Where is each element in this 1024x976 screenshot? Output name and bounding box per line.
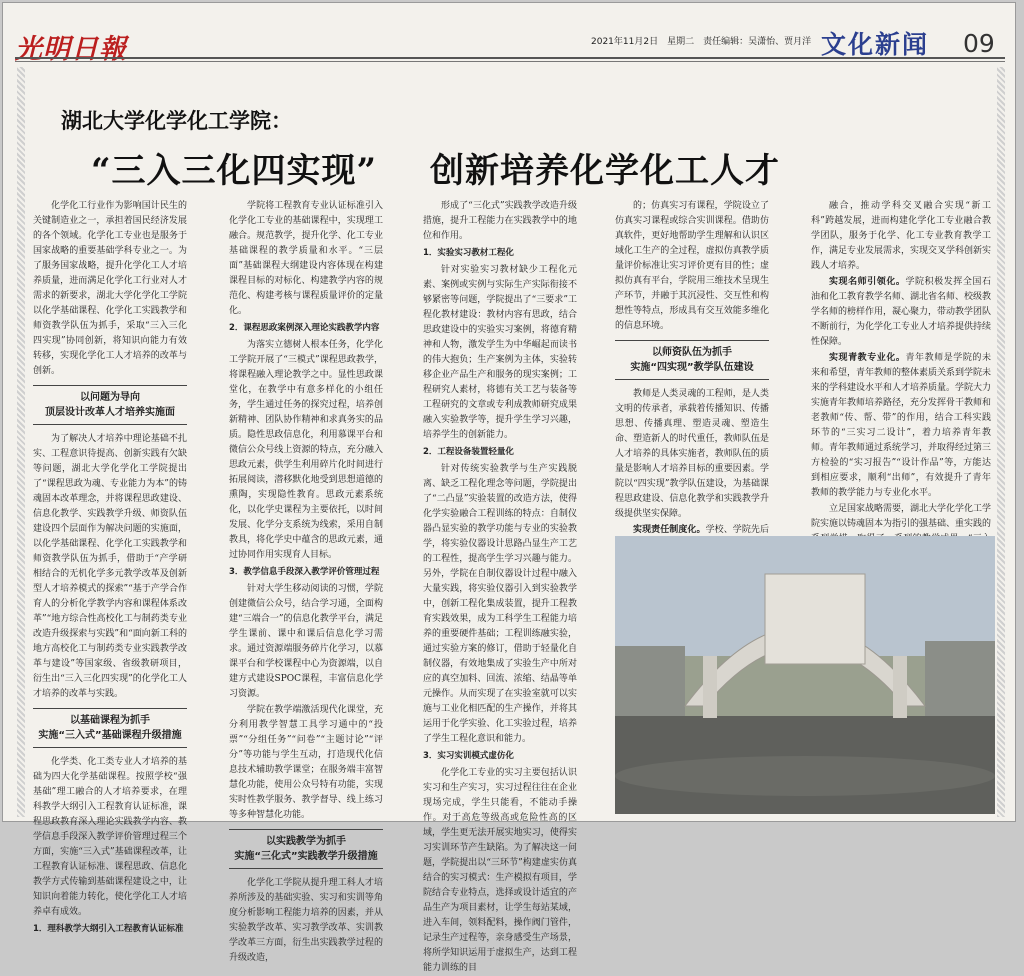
header-rule-thin xyxy=(15,61,1005,62)
headline-part-1: “三入三化四实现” xyxy=(91,151,378,191)
road-shadow xyxy=(615,756,995,796)
paragraph: 立足国家战略需要，湖北大学化学化工学院实施以铸魂固本为指引的强基础、重实践的 xyxy=(811,504,992,529)
article-headline xyxy=(91,143,951,192)
paragraph: 学院将工程教育专业认证标准引入化学化工专业的基础课程中，实现理工融合。规范教学，提升化学、化工专业基础课程的教学质量和水平。“三层面”基础课程大纲建设内容体现在构建课程目标的对标化、构建教学内容的规范化、构建考核与课程质量评价的定量化。 xyxy=(229,201,383,316)
paragraph: 学院在教学端激活现代化课堂，充分利用教学智慧工具学习通中的“投票”“分组任务”“问卷”“主题讨论”“评分”等功能与学生互动，打造现代化信息技术辅助教学课堂；在服务端丰富智慧化功能，使用公众号特有功能，实现实时性教学服务、教学督导、线上练习等多种智慧化功能。 xyxy=(229,705,383,820)
paragraph: 化学类、化工类专业人才培养的基础为四大化学基础课程。按照学校“强基础”理工融合的人才培养要求，在理科教学大纲引入工程教育认证标准，课程思政教育深入理论实践教学内容、教学信息手段深入教学评价管理过程三个方面，实施“三入式”基础课程改革，让工程教育认证标准、课程思政、信息化教学方式传输到基础课程建设之中，让知识向着能力转化，使化学化工人才培养卓有成效。 xyxy=(33,757,187,917)
left-margin-hatch xyxy=(17,67,25,817)
numbered-heading: 2．工程设备装置轻量化 xyxy=(423,447,514,457)
paragraph: 针对实验实习教材缺少工程化元素、案例或实例与实际生产实际衔接不够紧密等问题，学院提出了“三要求”工程化教材建设：教材内容有思政，结合思政建设中的实验实习案例，将德育精神和人物，激发学生为中华崛起而读书的伟大抱负；生产案例为主体，实验转移企业产品生产和服务的现实案例；工程研究人素材，将德有关工艺与装备等工程研究的文章或专利成教师研究成果融入实验教学等，提升学生学习兴趣，培养学生的创新能力。 xyxy=(423,265,577,440)
header-rule xyxy=(15,57,1005,59)
gate-center xyxy=(765,574,865,664)
paragraph: 实现名师引领化。学院积极发挥全国石油和化工教育教学名师、湖北省名师、校级教学名师的榜样作用，凝心聚力，带动教学团队不断前行，为化学化工专业人才培养提供持续性保障。 xyxy=(811,277,992,347)
numbered-heading: 1．实验实习教材工程化 xyxy=(423,248,514,258)
paragraph: 教师是人类灵魂的工程师，是人类文明的传承者，承载着传播知识、传播思想、传播真理、塑造灵魂、塑造生命、塑造新人的时代重任，教师队伍是人才培养的具体实施者，教师队伍的质量是影响人才培养目标的重要因素。学院以“四实现”教学队伍建设，为基础课程思政建设、信息化教学和实践教学升级提供坚实保障。 xyxy=(615,389,769,519)
section-title: 文化新闻 xyxy=(821,30,930,59)
numbered-heading: 3．实习实训模式虚仿化 xyxy=(423,751,514,761)
numbered-heading: 1．理科教学大纲引入工程教育认证标准 xyxy=(33,924,184,934)
subheading: 以师资队伍为抓手 实施“四实现”教学队伍建设 xyxy=(615,340,769,380)
paragraph: 化学化工行业作为影响国计民生的关键制造业之一，承担着国民经济发展的各个领域。化学化工专业也是服务于国家战略的重要基础学科专业之一。为了服务国家战略，提升化学化工人才培养质量，进而满足化学化工行业对人才需求的新要求，湖北大学化学化工学院以化学基础课程、化学化工实践教学和师资教学队伍为抓手，采取“三入三化四实现”协同创新，将知识向能力有效转移，实现化学化工人才培养的改革与创新。 xyxy=(33,201,187,376)
headline-part-2: 创新培养化学化工人才 xyxy=(429,151,780,191)
newspaper-masthead: 光明日報 xyxy=(15,34,127,65)
gate-illustration xyxy=(615,536,995,814)
paragraph: 化学化工学院从提升理工科人才培养所涉及的基础实验、实习和实训等角度分析影响工程能力培养的因素，并从实验教学改革、实习教学改革、实训教学改革三方面，衍生出实践教学过程的升级改造， xyxy=(229,878,383,963)
paragraph: 实现责任制度化。学校、学院先后 xyxy=(633,525,769,535)
gate-pillar xyxy=(703,656,717,718)
newspaper-page xyxy=(2,2,1016,973)
article-kicker: 湖北大学化学化工学院： xyxy=(61,109,292,133)
paragraph: 针对大学生移动阅读的习惯，学院创建微信公众号，结合学习通，全面构建“三端合一”的信息化教学平台，满足学生课前、课中和课后信息化学习需求。通过资源端服务碎片化学习，以慕课平台和学校课程中心为资源端，以自建方式建设SPOC课程，丰富信息化学习资源。 xyxy=(229,584,383,699)
paragraph: 为了解决人才培养中理论基础不扎实、工程意识待提高、创新实践有欠缺等问题，湖北大学化学化工学院提出了“课程思政为魂、专业能力为本”的铸魂固本改革理念，并将课程思政建设、信息化教学、实践教学升级、师资队伍建设四个层面作为解决问题的实施面，以化学基础课程、化学化工实践教学和师资教学队伍为抓手，借助于“产学研相结合的无机化学多元教学改革及创新型人才培养模式的探索”“基于产学合作育人的分析化学教学内容和课程体系改革”“地方综合性高校化工与制药类专业改造升级探索与实践”和“面向新工科的地方高校化工与制药类专业实践教学改革与建设”等国家级、省级教研项目，衍生出“三入三化四实现”的化学化工人才培养的改革与实践。 xyxy=(33,434,187,699)
paragraph: 形成了“三化式”实践教学改造升级措施，提升工程能力在实践教学中的地位和作用。 xyxy=(423,201,577,241)
article-column-4 xyxy=(615,199,769,535)
right-building xyxy=(925,641,995,716)
university-gate-photo xyxy=(615,536,995,814)
page-number: 09 xyxy=(963,29,995,58)
numbered-heading: 3．教学信息手段深入教学评价管理过程 xyxy=(229,567,380,577)
article-column-2 xyxy=(229,199,383,963)
gate-pillar xyxy=(893,656,907,718)
subheading: 以基础课程为抓手 实施“三入式”基础课程升级措施 xyxy=(33,708,187,748)
paragraph: 实现青教专业化。青年教师是学院的未来和希望，青年教师的整体素质关系到学院未来的学科建设水平和人才培养质量。学院大力实施青年教师培养路径，充分发挥骨干教师和老教师“传、帮、带”的作用，结合工科实践环节的“三实习二设计”，着力培养青年教师。青年教师通过系统学习，并取得经过第三方检验的“实习报告”“设计作品”等，方能达到相应要求，顺利“出师”，有效提升了青年教师的教学能力与专业化水平。 xyxy=(811,353,992,498)
issue-info: 2021年11月2日 星期二 责任编辑：吴潇怡、贾月洋 xyxy=(591,37,812,47)
subheading: 以实践教学为抓手 实施“三化式”实践教学升级措施 xyxy=(229,829,383,869)
right-margin-hatch xyxy=(997,67,1005,817)
paragraph: 为落实立德树人根本任务，化学化工学院开展了“三模式”课程思政教学，将课程融入理论教学之中。显性思政课堂化，在教学中有意多样化的小组任务，学生通过任务的探究过程，培养创新精神、团队协作精神和求真务实的品质。隐性思政信息化，利用慕课平台和微信公众号线上资源的特点，充分融入思政元素，供学生利用碎片化时间进行拓展阅读，潜移默化地受到思想道德的熏陶，实现隐性教育。思政元素系统化，以化学史课程为主要依托，以时间发展、化学分支系统为线索，采用自制教具，将化学史中蕴含的思政元素，通过协同作用实现育人目标。 xyxy=(229,340,383,560)
paragraph: 融合，推动学科交叉融合实现“新工科”跨越发展，进而构建化学化工专业融合教学团队，服务于化学、化工专业教育教学工作，满足专业发展需求，实现交叉学科创新实践人才培养。 xyxy=(811,201,992,271)
paragraph: 的；仿真实习有课程，学院设立了仿真实习课程或综合实训课程。借助仿真软件，更好地帮助学生理解和认识区域化工生产的全过程，虚拟仿真教学质量评价标准让实习评价更有目的性；虚拟仿真有平台，学院用三维技术呈现生产环节，并融于其沉浸性、交互性和构想性等特点，形成具有交互效能多维化的信息环境。 xyxy=(615,201,769,331)
paragraph: 针对传统实验教学与生产实践脱离、缺乏工程化理念等问题，学院提出了“二凸显”实验装置的改造方法，使得化学实验融合工程训练的特点：自制仪器凸显实验的教学功能与专业的实验教学，将实验仪器设计思路凸显生产工艺的工程性，提高学生学习兴趣与能力。另外，学院在自制仪器设计过程中融入大量实践，将实验仪器引入到实验教学中，创新工程化集成装置，提升工程教育实践效果，成为工科学生工程能力培养的重要硬件基础；工程训练融实验，通过实验方案的修订，借助于轻量化自制仪器，有效地集成了实验生产中所对应的真空加料、回流、浓缩、结晶等单元操作。从而实现了在实验室就可以实施与工业化相匹配的生产操作，并将其运用于化学实验、化工实验过程，培养了学生工程化意识和能力。 xyxy=(423,464,577,744)
subheading: 以问题为导向 顶层设计改革人才培养实施面 xyxy=(33,385,187,425)
article-column-3 xyxy=(423,199,577,973)
paragraph: 化学化工专业的实习主要包括认识实习和生产实习，实习过程往往在企业现场完成，学生只能看，不能动手操作。对于高危等级高或危险性高的区域，学生更无法开展实地实习，使得实习实训环节产生缺陷。为了解决这一问题，学院提出以“三环节”构建虚实仿真结合的实习模式：生产模拟有项目，学院结合专业特点，选择或设计适宜的产品生产为项目素材，让学生每站某域，进入车间，领料配料，操作阀门管件，记录生产过程等，亲身感受生产场景，将所学知识运用于虚拟生产，达到工程能力训练的目 xyxy=(423,768,577,973)
left-building xyxy=(615,646,685,716)
article-column-1 xyxy=(33,199,187,934)
article-column-5 xyxy=(811,199,991,529)
numbered-heading: 2．课程思政案例深入理论实践教学内容 xyxy=(229,323,380,333)
